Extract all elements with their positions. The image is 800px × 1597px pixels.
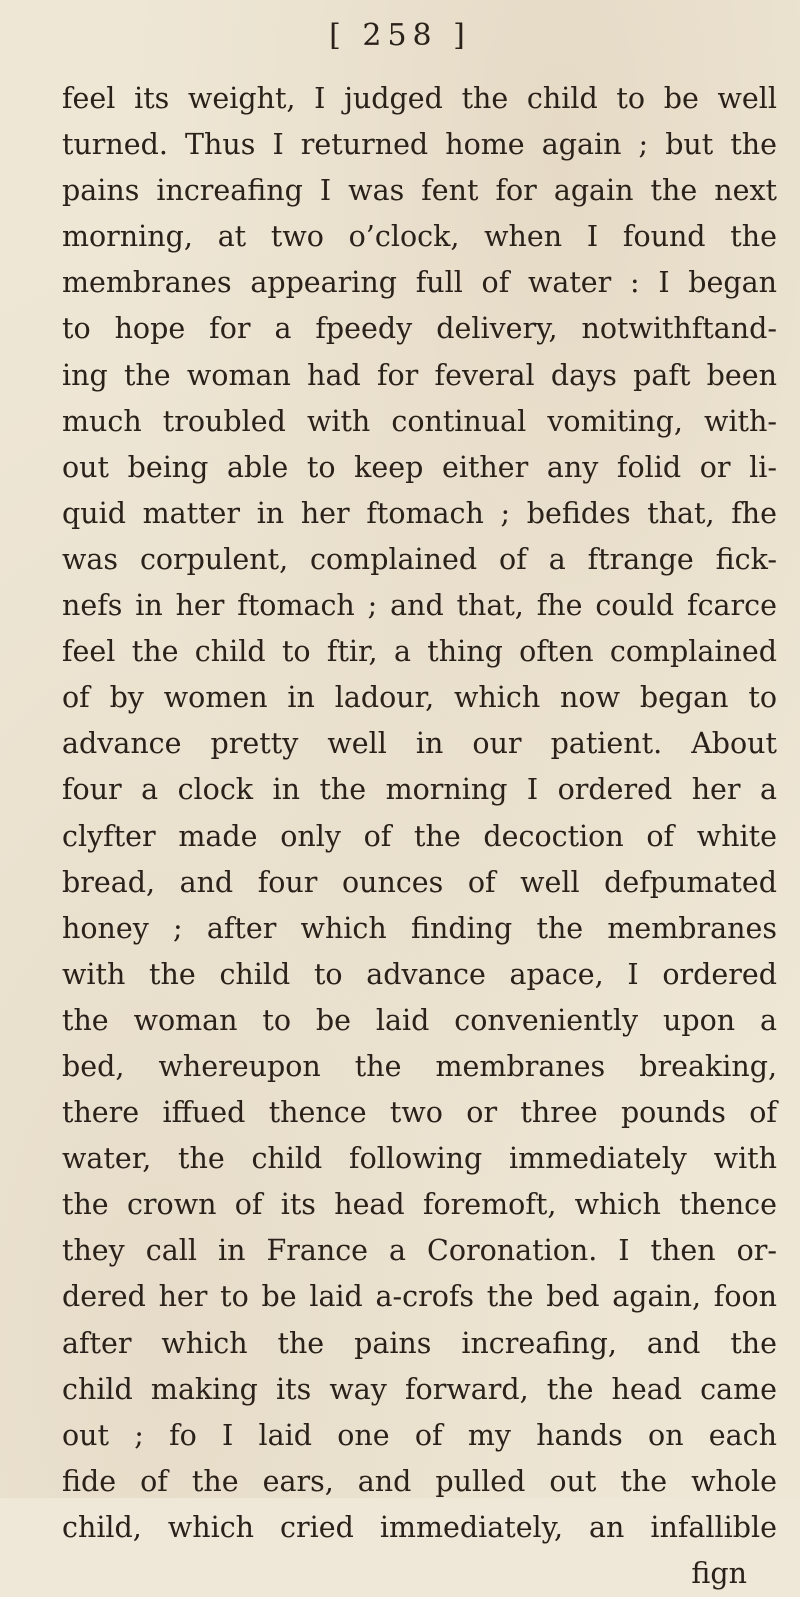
text-line: morning, at two o’clock, when I found the bbox=[62, 220, 777, 254]
text-line: after which the pains increafing, and the bbox=[62, 1326, 777, 1360]
text-line: advance pretty well in our patient. About bbox=[62, 727, 777, 761]
body-text bbox=[62, 76, 777, 1597]
text-line: feel its weight, I judged the child to be well bbox=[62, 82, 777, 115]
text-line: honey ; after which finding the membranes bbox=[62, 911, 777, 945]
text-line: much troubled with continual vomiting, with- bbox=[62, 404, 777, 438]
text-line: membranes appearing full of water : I began bbox=[62, 266, 777, 300]
text-line: ing the woman had for feveral days paft been bbox=[62, 358, 777, 392]
text-line: there iffued thence two or three pounds of bbox=[62, 1096, 777, 1130]
text-line: the woman to be laid conveniently upon a bbox=[62, 1003, 777, 1037]
text-line: to hope for a fpeedy delivery, notwithftand- bbox=[62, 312, 777, 346]
text-line: child, which cried immediately, an infallible bbox=[62, 1510, 777, 1544]
text-line: water, the child following immediately with bbox=[62, 1142, 777, 1176]
text-line: of by women in ladour, which now began to bbox=[62, 681, 777, 715]
text-line: was corpulent, complained of a ftrange fick- bbox=[62, 542, 777, 576]
text-line: feel the child to ftir, a thing often complained bbox=[62, 635, 777, 669]
text-line: dered her to be laid a-crofs the bed again, foon bbox=[62, 1280, 777, 1314]
text-line: they call in France a Coronation. I then or- bbox=[62, 1234, 777, 1268]
catchword: fign bbox=[691, 1557, 747, 1590]
text-line: clyfter made only of the decoction of white bbox=[62, 819, 777, 853]
page-number: [ 258 ] bbox=[329, 18, 471, 53]
text-line: pains increafing I was fent for again the next bbox=[62, 174, 777, 208]
text-line: fide of the ears, and pulled out the whole bbox=[62, 1464, 777, 1498]
text-line: out ; fo I laid one of my hands on each bbox=[62, 1418, 777, 1452]
text-line: bread, and four ounces of well defpumated bbox=[62, 865, 777, 899]
text-line: quid matter in her ftomach ; befides that, fhe bbox=[62, 496, 777, 530]
text-line: with the child to advance apace, I ordered bbox=[62, 957, 777, 991]
text-line: child making its way forward, the head came bbox=[62, 1372, 777, 1406]
text-line: four a clock in the morning I ordered her a bbox=[62, 773, 777, 807]
text-line: out being able to keep either any folid or li- bbox=[62, 450, 777, 484]
text-line: nefs in her ftomach ; and that, fhe could fcarce bbox=[62, 589, 777, 623]
text-line: bed, whereupon the membranes breaking, bbox=[62, 1049, 777, 1083]
text-line: turned. Thus I returned home again ; but the bbox=[62, 128, 777, 162]
text-line: the crown of its head foremoft, which thence bbox=[62, 1188, 777, 1222]
